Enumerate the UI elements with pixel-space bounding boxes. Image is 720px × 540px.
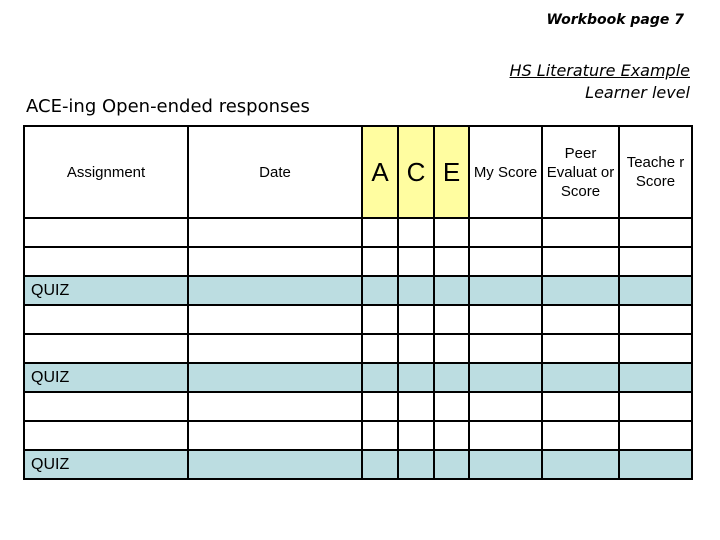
assignment-cell[interactable] <box>24 334 188 363</box>
table-cell[interactable] <box>619 392 692 421</box>
table-cell[interactable] <box>619 363 692 392</box>
table-cell[interactable] <box>469 305 542 334</box>
workbook-page-label: Workbook page 7 <box>546 12 684 28</box>
table-cell[interactable] <box>542 363 619 392</box>
table-row <box>24 276 692 305</box>
table-cell[interactable] <box>542 392 619 421</box>
table-cell[interactable] <box>188 218 362 247</box>
table-row <box>24 392 692 421</box>
page-title: ACE-ing Open-ended responses <box>26 96 310 117</box>
table-cell[interactable] <box>362 276 398 305</box>
assignment-cell[interactable] <box>24 218 188 247</box>
table-cell[interactable] <box>398 363 434 392</box>
table-cell[interactable] <box>542 218 619 247</box>
table-cell[interactable] <box>188 450 362 479</box>
table-cell[interactable] <box>434 218 469 247</box>
table-cell[interactable] <box>619 247 692 276</box>
table-cell[interactable] <box>188 247 362 276</box>
table-cell[interactable] <box>362 421 398 450</box>
table-cell[interactable] <box>542 421 619 450</box>
table-cell[interactable] <box>188 421 362 450</box>
my-score-header: My Score <box>469 126 542 218</box>
table-cell[interactable] <box>619 276 692 305</box>
table-cell[interactable] <box>434 276 469 305</box>
table-cell[interactable] <box>362 392 398 421</box>
c-header: C <box>398 126 434 218</box>
assignment-header: Assignment <box>24 126 188 218</box>
table-cell[interactable] <box>188 363 362 392</box>
table-row <box>24 421 692 450</box>
assignment-cell[interactable] <box>24 247 188 276</box>
table-cell[interactable] <box>434 450 469 479</box>
table-cell[interactable] <box>362 247 398 276</box>
table-cell[interactable] <box>542 305 619 334</box>
table-cell[interactable] <box>542 276 619 305</box>
table-row <box>24 218 692 247</box>
table-cell[interactable] <box>434 334 469 363</box>
date-header: Date <box>188 126 362 218</box>
table-cell[interactable] <box>469 392 542 421</box>
example-heading <box>510 60 690 104</box>
table-cell[interactable] <box>362 363 398 392</box>
e-header: E <box>434 126 469 218</box>
assignment-cell[interactable] <box>24 392 188 421</box>
table-cell[interactable] <box>398 334 434 363</box>
table-cell[interactable] <box>619 334 692 363</box>
table-cell[interactable] <box>469 276 542 305</box>
table-cell[interactable] <box>398 247 434 276</box>
table-cell[interactable] <box>398 421 434 450</box>
table-cell[interactable] <box>362 218 398 247</box>
table-cell[interactable] <box>619 450 692 479</box>
table-cell[interactable] <box>362 450 398 479</box>
assignment-cell[interactable] <box>24 421 188 450</box>
table-cell[interactable] <box>188 392 362 421</box>
table-cell[interactable] <box>469 363 542 392</box>
table-cell[interactable] <box>619 305 692 334</box>
table-cell[interactable] <box>434 247 469 276</box>
header-row <box>24 126 692 218</box>
table-cell[interactable] <box>188 276 362 305</box>
table-row <box>24 305 692 334</box>
table-cell[interactable] <box>469 421 542 450</box>
table-cell[interactable] <box>398 218 434 247</box>
table-cell[interactable] <box>188 305 362 334</box>
example-title: HS Literature Example <box>509 61 690 80</box>
table-cell[interactable] <box>434 363 469 392</box>
table-cell[interactable] <box>542 334 619 363</box>
assignment-cell[interactable] <box>24 305 188 334</box>
table-cell[interactable] <box>398 450 434 479</box>
table-cell[interactable] <box>542 450 619 479</box>
table-cell[interactable] <box>398 276 434 305</box>
table-row <box>24 450 692 479</box>
assignment-cell[interactable]: QUIZ <box>24 276 188 305</box>
table-cell[interactable] <box>469 334 542 363</box>
table-cell[interactable] <box>469 247 542 276</box>
assignment-cell[interactable]: QUIZ <box>24 450 188 479</box>
table-cell[interactable] <box>542 247 619 276</box>
learner-level-label: Learner level <box>585 83 690 102</box>
table-cell[interactable] <box>362 305 398 334</box>
table-row <box>24 247 692 276</box>
a-header: A <box>362 126 398 218</box>
table-cell[interactable] <box>434 421 469 450</box>
table-cell[interactable] <box>619 421 692 450</box>
table-cell[interactable] <box>469 450 542 479</box>
table-cell[interactable] <box>362 334 398 363</box>
table-cell[interactable] <box>619 218 692 247</box>
assignment-cell[interactable]: QUIZ <box>24 363 188 392</box>
table-row <box>24 334 692 363</box>
table-cell[interactable] <box>434 305 469 334</box>
table-cell[interactable] <box>398 392 434 421</box>
table-cell[interactable] <box>434 392 469 421</box>
table-cell[interactable] <box>398 305 434 334</box>
table-row <box>24 363 692 392</box>
table-cell[interactable] <box>188 334 362 363</box>
teacher-score-header: Teache r Score <box>619 126 692 218</box>
peer-score-header: Peer Evaluat or Score <box>542 126 619 218</box>
table-cell[interactable] <box>469 218 542 247</box>
scoring-table <box>23 125 693 480</box>
